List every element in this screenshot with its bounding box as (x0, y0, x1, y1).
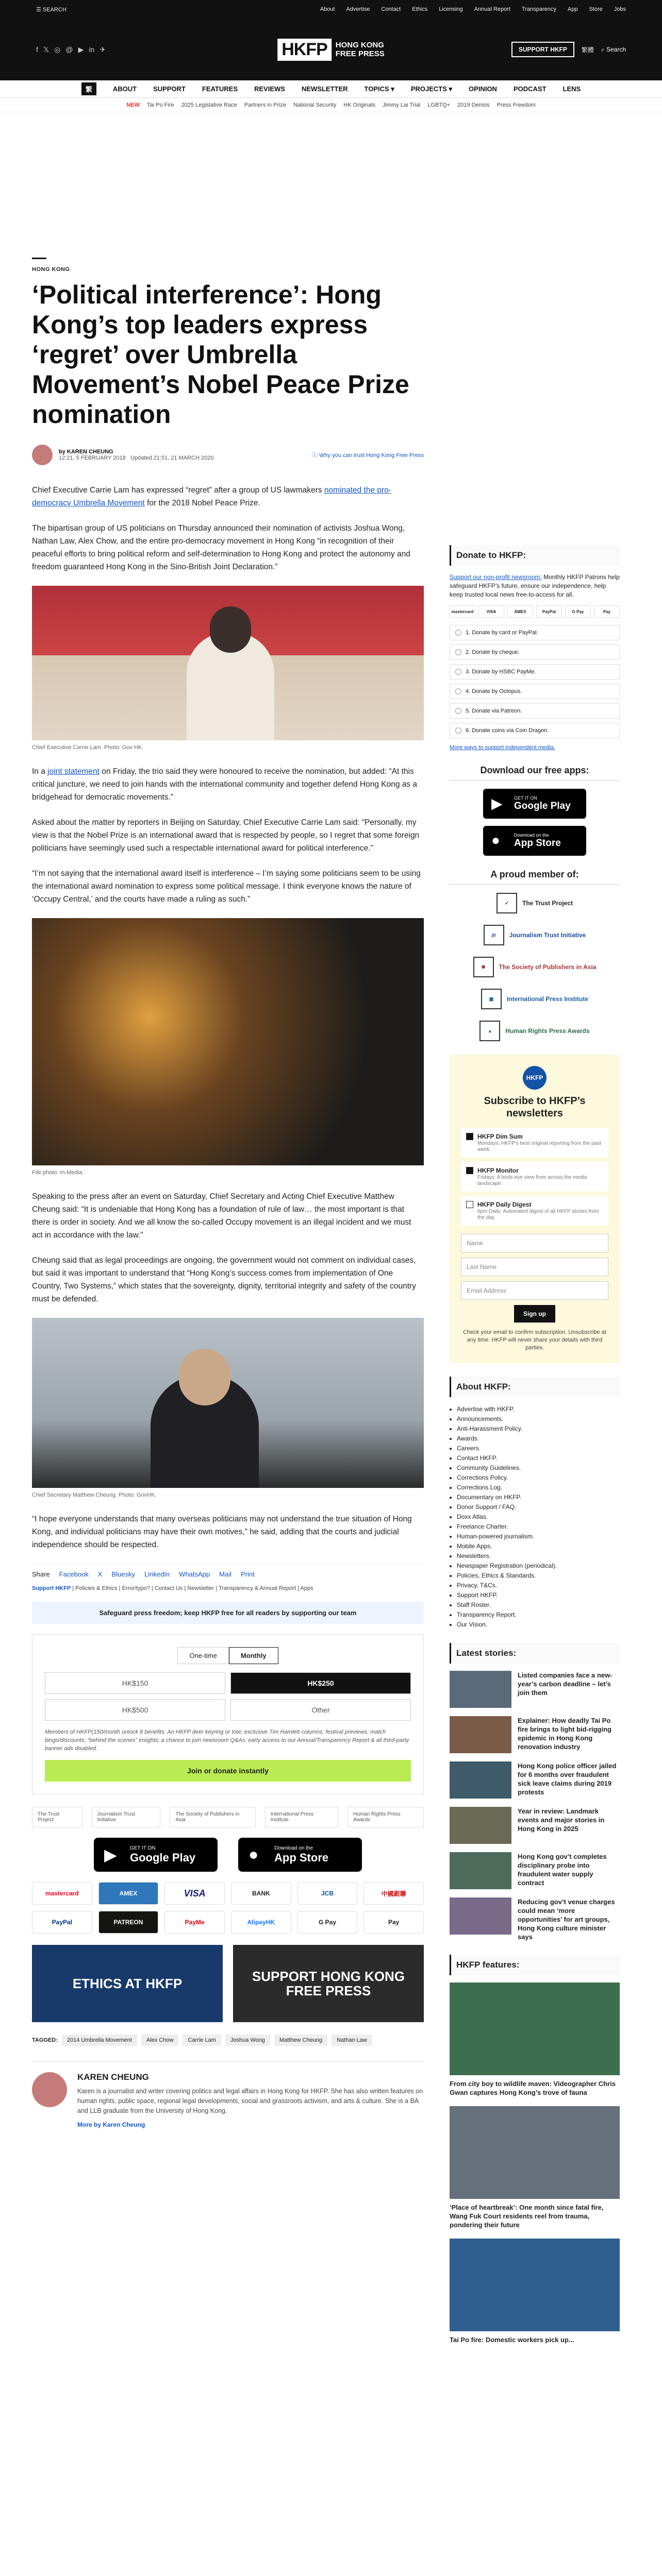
report-link[interactable]: Transparency & Annual Report (219, 1585, 296, 1591)
partner-logo[interactable]: Human Rights Press Awards (347, 1807, 424, 1827)
about-list-item[interactable]: • Announcements. (457, 1414, 620, 1424)
story-thumbnail[interactable] (450, 1716, 511, 1753)
logo-wordmark: HONG KONG FREE PRESS (335, 41, 385, 58)
sidebar-heading: Latest stories: (450, 1643, 620, 1664)
share-facebook[interactable]: Facebook (59, 1570, 89, 1578)
pay-logo: G Pay (297, 1911, 358, 1934)
instagram-icon[interactable]: ◎ (54, 45, 61, 54)
tag[interactable]: 2014 Umbrella Movement (62, 2035, 137, 2046)
newsletter-option[interactable]: HKFP Daily Digest 6pm Daily: Automated digest of all HKFP stories from the day. (461, 1196, 608, 1226)
policies-link[interactable]: Policies & Ethics (75, 1585, 118, 1591)
feature-title[interactable]: From city boy to wildlife maven: Videographer Chris Gwan captures Hong Kong’s trove of fauna (450, 2080, 616, 2096)
pay-logo: BANK (231, 1882, 291, 1905)
carrie-lam-photo (32, 586, 424, 740)
language-switch[interactable]: 繁體 (581, 46, 594, 54)
join-donate-button[interactable]: Join or donate instantly (45, 1760, 411, 1782)
photo-caption: File photo: In-Media. (32, 1170, 84, 1176)
top-link-ethics[interactable]: Ethics (412, 6, 428, 12)
about-list-item[interactable]: • Support HKFP. (457, 1590, 620, 1600)
author-name[interactable]: by KAREN CHEUNG (59, 449, 113, 455)
about-list-item[interactable]: • Mobile Apps. (457, 1541, 620, 1551)
about-list-item[interactable]: • Careers. (457, 1444, 620, 1453)
pay-logo: PayPal (32, 1911, 92, 1934)
search-button[interactable]: ⌕ Search (601, 45, 626, 53)
trend-item[interactable]: LGBTQ+ (427, 101, 451, 108)
tag[interactable]: Nathan Law (332, 2035, 372, 2046)
tag[interactable]: Matthew Cheung (274, 2035, 327, 2046)
freq-one-time[interactable]: One-time (177, 1647, 228, 1664)
nomination-link[interactable]: nominated the pro-democracy Umbrella Movement (32, 486, 391, 507)
partner-logo[interactable]: Journalism Trust Initiative (92, 1807, 161, 1827)
story-thumbnail[interactable] (450, 1807, 511, 1844)
search-icon: ⌕ (601, 45, 605, 53)
amount-option-selected[interactable]: HK$250 (230, 1672, 411, 1694)
nav-lens[interactable]: LENS (562, 85, 581, 93)
donate-option[interactable]: 5. Donate via Patreon. (450, 703, 620, 719)
pay-logo: mastercard (450, 605, 475, 618)
sidebar-heading: About HKFP: (450, 1377, 620, 1397)
feature-title[interactable]: Tai Po fire: Domestic workers pick up... (450, 2336, 574, 2344)
x-icon[interactable]: 𝕏 (43, 45, 49, 54)
pay-logo: AMEX (98, 1882, 159, 1905)
category-nav (0, 80, 662, 98)
about-list-item[interactable]: • Newspaper Registration (periodical). (457, 1561, 620, 1571)
about-list-item[interactable]: • Staff Roster. (457, 1600, 620, 1610)
share-bluesky[interactable]: Bluesky (111, 1570, 135, 1578)
publish-date: 12:21, 5 FEBRUARY 2018 (59, 455, 126, 461)
matthew-cheung-photo (32, 1318, 424, 1488)
amount-option[interactable]: HK$150 (45, 1672, 225, 1694)
sidebar-features (450, 1955, 620, 2344)
top-utility-bar (0, 0, 662, 19)
checkbox-checked-icon (466, 1167, 473, 1174)
author-box (32, 2061, 424, 2129)
hkfp-logo-icon: HKFP (523, 1066, 547, 1090)
about-list-item[interactable]: • Contact HKFP. (457, 1453, 620, 1463)
pay-logo: G Pay (565, 605, 591, 618)
sidebar-payment-logos (450, 605, 620, 618)
sidebar-donate: Donate to HKFP: Support our non-profit newsroom: Monthly HKFP Patrons help safeguard HKFP’s future, ensure our independence, help keep trusted local news free-to-access for all. mastercard VISA AMEX PayPal G Pay Pay 1. Donate by card or PayPal. 2. Donate by cheque. 3. Donate by HSBC PayMe. 4. Donate by Octopus. 5. Donate via Patreon. 6. Donate coins via Coin Dragon. More ways to support independent media. (450, 545, 620, 752)
author-bio: Karen is a journalist and writer covering politics and legal affairs in Hong Kong for HKFP. She has also written features on human rights, public space, regional legal developments, social and grassroots activism, and arts & culture. She is a BA and LLB graduate from the University of Hong Kong. (77, 2088, 423, 2114)
nav-support[interactable]: SUPPORT (153, 85, 186, 93)
member-logo[interactable]: ✺ The Society of Publishers in Asia (450, 957, 620, 977)
apple-icon: ● (491, 832, 500, 848)
app-store-badge[interactable]: ● Download on the App Store (238, 1838, 362, 1872)
latest-story[interactable] (450, 1897, 620, 1941)
promo-banners (32, 1945, 424, 2022)
donate-option[interactable]: 3. Donate by HSBC PayMe. (450, 664, 620, 680)
contact-link[interactable]: Contact Us (154, 1585, 183, 1591)
first-name-input[interactable]: Name (461, 1234, 608, 1252)
top-link-store[interactable]: Store (589, 6, 603, 12)
article-kicker[interactable]: HONG KONG (32, 266, 70, 273)
trend-item[interactable]: 2025 Legislative Race (181, 101, 237, 108)
share-bar (32, 1564, 424, 1578)
app-store-badges (32, 1838, 424, 1872)
top-link-contact[interactable]: Contact (381, 6, 401, 12)
radio-icon (455, 630, 461, 636)
safeguard-banner[interactable]: Safeguard press freedom; keep HKFP free for all readers by supporting our team (32, 1602, 424, 1624)
amount-option[interactable]: HK$500 (45, 1699, 225, 1721)
radio-icon (455, 727, 461, 734)
newsletter-signup (450, 1055, 620, 1363)
sidebar-heading: HKFP features: (450, 1955, 620, 1975)
protest-photo (32, 918, 424, 1165)
author-box-avatar[interactable] (32, 2072, 67, 2107)
pay-logo: PayPal (536, 605, 562, 618)
freq-monthly[interactable]: Monthly (229, 1647, 278, 1664)
pay-logo: AMEX (507, 605, 533, 618)
nav-topics[interactable]: TOPICS ▾ (364, 84, 394, 93)
newsletter-link[interactable]: Newsletter (187, 1585, 214, 1591)
author-avatar[interactable] (32, 445, 53, 465)
youtube-icon[interactable]: ▶ (78, 45, 84, 54)
sidebar-apps (450, 765, 620, 856)
feature-image[interactable] (450, 2239, 620, 2331)
trust-link[interactable]: ⓘ Why you can trust Hong Kong Free Press (311, 452, 424, 459)
trend-item[interactable]: HK Originals (343, 101, 376, 108)
jti-icon: jti (484, 925, 504, 945)
donate-option[interactable]: 1. Donate by card or PayPal. (450, 625, 620, 640)
pay-logo: VISA (478, 605, 504, 618)
top-link-about[interactable]: About (320, 6, 335, 12)
top-link-transparency[interactable]: Transparency (522, 6, 556, 12)
member-logo[interactable]: ▲ Human Rights Press Awards (450, 1021, 620, 1041)
about-list-item[interactable]: • Our Vision. (457, 1620, 620, 1630)
pay-logo: Pay (363, 1911, 424, 1934)
threads-icon[interactable]: @ (65, 45, 73, 54)
paragraph: Cheung said that as legal proceedings are ongoing, the government would not comment on individual cases, but said it was important to understand that “Hong Kong’s success comes from implementation of One Country, Two Systems,” which states that the sovereignty, dignity, territorial integrity and safety of the country must be defended. (32, 1256, 416, 1303)
feature-image[interactable] (450, 2106, 620, 2199)
support-link[interactable]: Support HKFP (32, 1585, 71, 1591)
joint-statement-link[interactable]: joint statement (47, 767, 100, 776)
newsletter-option[interactable]: HKFP Dim Sum Mondays: HKFP’s best original reporting from the past week. (461, 1128, 608, 1158)
sidebar-members (450, 869, 620, 1041)
new-badge: NEW (126, 101, 140, 108)
partner-logo[interactable]: International Press Institute (265, 1807, 338, 1827)
about-list-item[interactable]: • Policies, Ethics & Standards. (457, 1571, 620, 1581)
member-benefits: Members of HKFP(150/month unlock 8 benefits: An HKFP deer keyring or tote; exclusive Tim Hamlett columns; festival previews; match bingo/discounts; “behind the scenes” insights; a chance to join newsroom Q&As; early access to our Annual/Transparency Report & all third-party banner ads disabled. (45, 1729, 409, 1752)
trust-project-icon: ✓ (496, 893, 517, 913)
main-header (0, 19, 662, 80)
pay-logo: PayMe (164, 1911, 225, 1934)
tag[interactable]: Carrie Lam (183, 2035, 221, 2046)
about-list-item[interactable]: • Anti-Harassment Policy. (457, 1424, 620, 1434)
about-list-item[interactable]: • Human-powered journalism. (457, 1532, 620, 1541)
about-list (450, 1404, 620, 1630)
latest-story[interactable] (450, 1716, 620, 1753)
support-links: Support HKFP | Policies & Ethics | Error/typo? | Contact Us | Newsletter | Transparency & Annual Report | Apps (32, 1585, 313, 1591)
newsletter-option[interactable]: HKFP Monitor Fridays: A birds-eye view from across the media landscape. (461, 1162, 608, 1192)
nav-newsletter[interactable]: NEWSLETTER (301, 85, 348, 93)
info-icon: ⓘ (311, 452, 318, 459)
email-input[interactable]: Email Address (461, 1281, 608, 1300)
radio-icon (455, 669, 461, 675)
amount-other[interactable]: Other (230, 1699, 411, 1721)
pay-logo: 中國銀聯 (363, 1882, 424, 1905)
social-icons (36, 45, 106, 54)
telegram-icon[interactable]: ✈ (100, 45, 106, 54)
search-toggle[interactable]: ☰ SEARCH (36, 6, 67, 13)
pay-logo: JCB (297, 1882, 358, 1905)
feature-image[interactable] (450, 1982, 620, 2075)
top-link-advertise[interactable]: Advertise (346, 6, 370, 12)
nav-reviews[interactable]: REVIEWS (254, 85, 285, 93)
support-hkfp-button[interactable]: SUPPORT HKFP (511, 42, 574, 57)
sidebar-heading: Download our free apps: (450, 765, 620, 781)
trending-nav (0, 98, 662, 112)
signup-button[interactable]: Sign up (514, 1305, 555, 1323)
checkbox-icon (466, 1201, 473, 1208)
apps-link[interactable]: Apps (300, 1585, 313, 1591)
sidebar (450, 545, 620, 2358)
sopa-icon: ✺ (473, 957, 494, 977)
support-banner[interactable]: SUPPORT HONG KONG FREE PRESS (233, 1945, 424, 2022)
sidebar-latest (450, 1643, 620, 1941)
about-list-item[interactable]: • Freelance Charter. (457, 1522, 620, 1532)
donate-option[interactable]: 6. Donate coins via Coin Dragon. (450, 723, 620, 738)
paragraph: In a joint statement on Friday, the trio said they were honoured to receive the nomination, but added: “At this critical juncture, we need to join hands with the international community and together defend Hong Kong as a bridgehead for democratic movements.” (32, 767, 418, 802)
feature-story[interactable] (450, 2106, 620, 2229)
about-list-item[interactable]: • Donor Support / FAQ. (457, 1502, 620, 1512)
pay-logo: AlipayHK (231, 1911, 291, 1934)
about-list-item[interactable]: • Newsletters. (457, 1551, 620, 1561)
partner-logos (32, 1807, 424, 1827)
donate-option[interactable]: 4. Donate by Octopus. (450, 684, 620, 699)
more-by-author-link[interactable]: More by Karen Cheung (77, 2121, 145, 2128)
pay-logo: mastercard (32, 1882, 92, 1905)
about-list-item[interactable]: • Awards. (457, 1434, 620, 1444)
radio-icon (455, 708, 461, 714)
paragraph: “I hope everyone understands that many overseas politicians may not understand the true situation of Hong Kong, and individual politicians may have their own motives,” he said, adding that the courts and judicial independence should be respected. (32, 1515, 412, 1549)
article (32, 258, 424, 2129)
paragraph: Chief Executive Carrie Lam has expressed “regret” after a group of US lawmakers nominated the pro-democracy Umbrella Movement for the 2018 Nobel Peace Prize. (32, 486, 391, 507)
photo-caption: Chief Secretary Matthew Cheung. Photo: GovHK. (32, 1492, 157, 1498)
feature-story[interactable] (450, 2239, 620, 2344)
share-print[interactable]: Print (240, 1570, 255, 1578)
story-title[interactable]: Hong Kong gov’t completes disciplinary probe into fraudulent water supply contract (518, 1853, 607, 1887)
pay-logo: Pay (594, 605, 620, 618)
about-list-item[interactable]: • Corrections Policy. (457, 1473, 620, 1483)
google-play-badge[interactable]: ▶ GET IT ON Google Play (483, 789, 586, 819)
app-store-badge[interactable]: ● Download on the App Store (483, 826, 586, 856)
hrpa-icon: ▲ (479, 1021, 500, 1041)
share-linkedin[interactable]: LinkedIn (144, 1570, 170, 1578)
member-logo[interactable]: jti Journalism Trust Initiative (450, 925, 620, 945)
about-list-item[interactable]: • Corrections Log. (457, 1483, 620, 1493)
site-logo[interactable] (277, 39, 385, 61)
trend-item[interactable]: 2019 Demos (457, 101, 490, 108)
ethics-banner[interactable]: ETHICS AT HKFP (32, 1945, 223, 2022)
photo-head (210, 606, 251, 653)
story-title[interactable]: Hong Kong police officer jailed for 6 months over fraudulent sick leave claims during 2019 protests (518, 1762, 617, 1796)
about-list-item[interactable]: • Documentary on HKFP. (457, 1493, 620, 1502)
nav-opinion[interactable]: OPINION (469, 85, 497, 93)
last-name-input[interactable]: Last Name (461, 1258, 608, 1276)
share-label: Share (32, 1570, 50, 1578)
donate-option[interactable]: 2. Donate by cheque. (450, 645, 620, 660)
top-link-annual-report[interactable]: Annual Report (474, 6, 511, 12)
about-list-item[interactable]: • Transparency Report. (457, 1610, 620, 1620)
play-icon: ▶ (104, 1845, 117, 1864)
pay-logo: PATREON (98, 1911, 159, 1934)
photo-head (179, 1349, 230, 1405)
share-mail[interactable]: Mail (219, 1570, 231, 1578)
more-ways-link[interactable]: More ways to support independent media. (450, 744, 555, 751)
support-newsroom-link[interactable]: Support our non-profit newsroom: (450, 573, 542, 581)
top-link-jobs[interactable]: Jobs (614, 6, 626, 12)
about-list-item[interactable]: • Privacy, T&Cs. (457, 1581, 620, 1590)
updated-date: Updated 21:51, 21 MARCH 2020 (130, 455, 214, 461)
partner-logo[interactable]: The Society of Publishers in Asia (170, 1807, 255, 1827)
story-title[interactable]: Reducing gov’t venue charges could mean ‘more opportunities’ for art groups, Hong Kong culture minister says (518, 1898, 615, 1941)
tag[interactable]: Joshua Wong (225, 2035, 270, 2046)
latest-story[interactable] (450, 1761, 620, 1799)
newsletter-title: Subscribe to HKFP’s newsletters (484, 1095, 586, 1119)
about-list-item[interactable]: • Doxx Atlas. (457, 1512, 620, 1522)
paragraph: Asked about the matter by reporters in Beijing on Saturday, Chief Executive Carrie Lam said: “Personally, my view is that the Nobel Prize is an international award that is respected by people, so I regret that some foreign politicians have seemingly used such a respectable international award for political interference.” (32, 818, 420, 853)
latest-story[interactable] (450, 1671, 620, 1708)
feature-title[interactable]: ‘Place of heartbreak’: One month since fatal fire, Wang Fuk Court residents reel from trauma, pondering their future (450, 2204, 604, 2229)
checkbox-checked-icon (466, 1133, 473, 1140)
trend-item[interactable]: Jimmy Lai Trial (383, 101, 421, 108)
member-logo[interactable]: ✓ The Trust Project (450, 893, 620, 913)
story-thumbnail[interactable] (450, 1897, 511, 1935)
tags-label: TAGGED: (32, 2037, 58, 2043)
top-link-app[interactable]: App (567, 6, 578, 12)
play-icon: ▶ (491, 795, 503, 811)
newsletter-fine-print: Check your email to confirm subscription. Unsubscribe at any time. HKFP will never share your details with third parties. (463, 1329, 606, 1351)
partner-logo[interactable]: The Trust Project (32, 1807, 82, 1827)
story-title[interactable]: Year in review: Landmark events and major stories in Hong Kong in 2025 (518, 1807, 605, 1833)
facebook-icon[interactable]: f (36, 45, 38, 54)
paragraph: The bipartisan group of US politicians on Thursday announced their nomination of activists Joshua Wong, Nathan Law, Alex Chow, and the entire pro-democracy movement in Hong Kong “in recognition of their peaceful efforts to bring political reform and self-determination to Hong Kong and protect the autonomy and freedom guaranteed Hong Kong in the Sino-British Joint Declaration.” (32, 524, 410, 571)
pay-logo: VISA (164, 1882, 225, 1905)
nav-projects[interactable]: PROJECTS ▾ (410, 84, 453, 93)
about-list-item[interactable]: • Advertise with HKFP. (457, 1404, 620, 1414)
apple-icon: ● (249, 1845, 259, 1863)
member-logo[interactable]: ▦ International Press Institute (450, 989, 620, 1009)
logo-mark: HKFP (277, 39, 332, 61)
story-thumbnail[interactable] (450, 1671, 511, 1708)
paragraph: Speaking to the press after an event on Saturday, Chief Secretary and Acting Chief Executive Matthew Cheung said: “It is undeniable that Hong Kong has a foundation of rule of law… the most important is that there is order in society. And we all know the so-called Occupy movement is an illegal incident and we must act in accordance with the law.” (32, 1192, 411, 1240)
byline (32, 445, 424, 465)
donation-widget (32, 1634, 424, 1794)
paragraph: “I’m not saying that the international award itself is interference – I’m saying some politicians seem to be using the international award nomination to express some political message. I think everyone knows the nature of ‘Occupy Central,’ and the courts have made a ruling as such.” (32, 869, 421, 904)
sidebar-about (450, 1377, 620, 1630)
nav-features[interactable]: FEATURES (202, 85, 238, 93)
story-title[interactable]: Explainer: How deadly Tai Po fire brings to light bid-rigging epidemic in Hong Kong renovation industry (518, 1717, 611, 1751)
trend-item[interactable]: Tai Po Fire (146, 101, 174, 108)
top-link-licensing[interactable]: Licensing (439, 6, 463, 12)
nav-about[interactable]: ABOUT (112, 85, 137, 93)
radio-icon (455, 688, 461, 694)
article-title: ‘Political interference’: Hong Kong’s top leaders express ‘regret’ over Umbrella Movement’s Nobel Peace Prize nomination (32, 280, 409, 429)
feature-story[interactable] (450, 1982, 620, 2097)
photo-caption: Chief Executive Carrie Lam. Photo: Gov HK. (32, 744, 144, 751)
story-thumbnail[interactable] (450, 1852, 511, 1889)
payment-methods (32, 1882, 424, 1934)
trend-item[interactable]: National Security (293, 101, 337, 108)
latest-story[interactable] (450, 1852, 620, 1889)
sidebar-heading: Donate to HKFP: (450, 545, 620, 566)
latest-story[interactable] (450, 1807, 620, 1844)
story-thumbnail[interactable] (450, 1761, 511, 1799)
trend-item[interactable]: Partners in Prize (244, 101, 287, 108)
lang-badge[interactable]: 繁 (81, 82, 96, 95)
ipi-icon: ▦ (481, 989, 502, 1009)
tag[interactable]: Alex Chow (141, 2035, 179, 2046)
share-whatsapp[interactable]: WhatsApp (179, 1570, 210, 1578)
google-play-badge[interactable]: ▶ GET IT ON Google Play (94, 1838, 218, 1872)
kicker-rule (32, 258, 46, 259)
linkedin-icon[interactable]: in (89, 45, 95, 54)
radio-icon (455, 649, 461, 655)
error-link[interactable]: Error/typo? (122, 1585, 150, 1591)
share-x[interactable]: X (97, 1570, 103, 1578)
tags (32, 2035, 424, 2046)
trend-item[interactable]: Press Freedom (496, 101, 536, 108)
about-list-item[interactable]: • Community Guidelines. (457, 1463, 620, 1473)
sidebar-heading: A proud member of: (450, 869, 620, 885)
nav-podcast[interactable]: PODCAST (513, 85, 547, 93)
story-title[interactable]: Listed companies face a new-year’s carbon deadline – let’s join them (518, 1671, 613, 1697)
author-box-name: KAREN CHEUNG (77, 2072, 149, 2082)
